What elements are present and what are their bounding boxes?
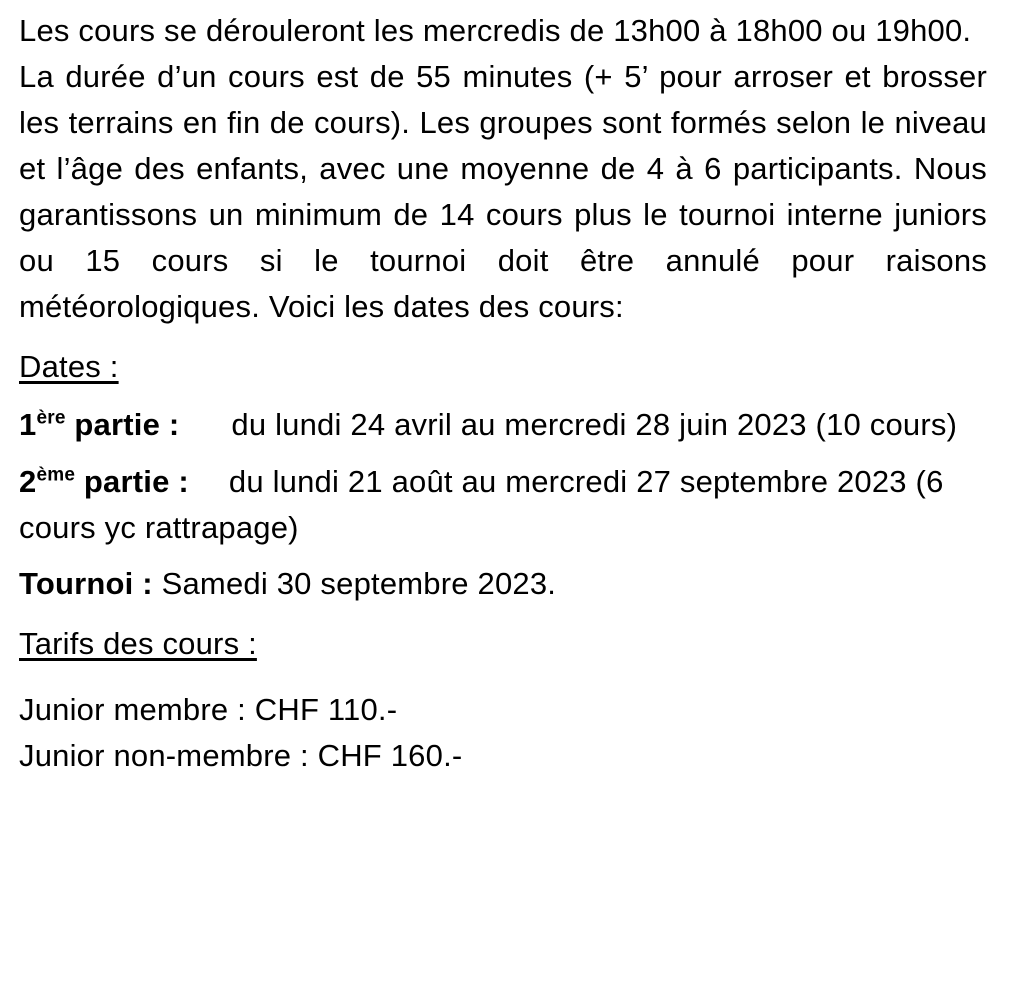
part-1 — [19, 402, 987, 448]
tarif-junior-non-member: Junior non-membre : CHF 160.- — [19, 738, 463, 773]
part-1-title: partie : — [65, 407, 180, 442]
part-2-number: 2 — [19, 464, 37, 499]
part-2-title: partie : — [75, 464, 189, 499]
part-1-suffix: ère — [36, 407, 66, 429]
tournament-label: Tournoi : — [19, 566, 153, 601]
schedule-paragraph: Les cours se dérouleront les mercredis de 13h00 à 18h00 ou 19h00. — [19, 13, 972, 48]
part-1-number: 1 — [19, 407, 37, 442]
part-2 — [19, 459, 987, 551]
tournament-date: Samedi 30 septembre 2023. — [152, 566, 557, 601]
tarif-junior-member: Junior membre : CHF 110.- — [19, 692, 398, 727]
part-1-label — [19, 407, 179, 442]
tarifs-heading: Tarifs des cours : — [19, 626, 257, 661]
part-2-suffix: ème — [36, 464, 76, 486]
part-1-dates: du lundi 24 avril au mercredi 28 juin 2023 (10 cours) — [231, 407, 958, 442]
tarifs-list — [19, 687, 987, 779]
document-page — [19, 8, 987, 779]
course-details-paragraph: La durée d’un cours est de 55 minutes (+ 5’ pour arroser et brosser les terrains en fin de cours). Les groupes sont formés selon le niveau et l’âge des enfants, avec une moyenne de 4 à 6 participants. Nous garantissons un minimum de 14 cours plus le tournoi interne juniors ou 15 cours si le tournoi doit être annulé pour raisons météorologiques. Voici les dates des cours: — [19, 59, 987, 324]
dates-heading: Dates : — [19, 349, 119, 384]
part-2-label — [19, 464, 189, 499]
part-2-dates: du lundi 21 août au mercredi 27 septembre 2023 (6 cours yc rattrapage) — [19, 464, 944, 545]
tournament-line — [19, 561, 987, 607]
